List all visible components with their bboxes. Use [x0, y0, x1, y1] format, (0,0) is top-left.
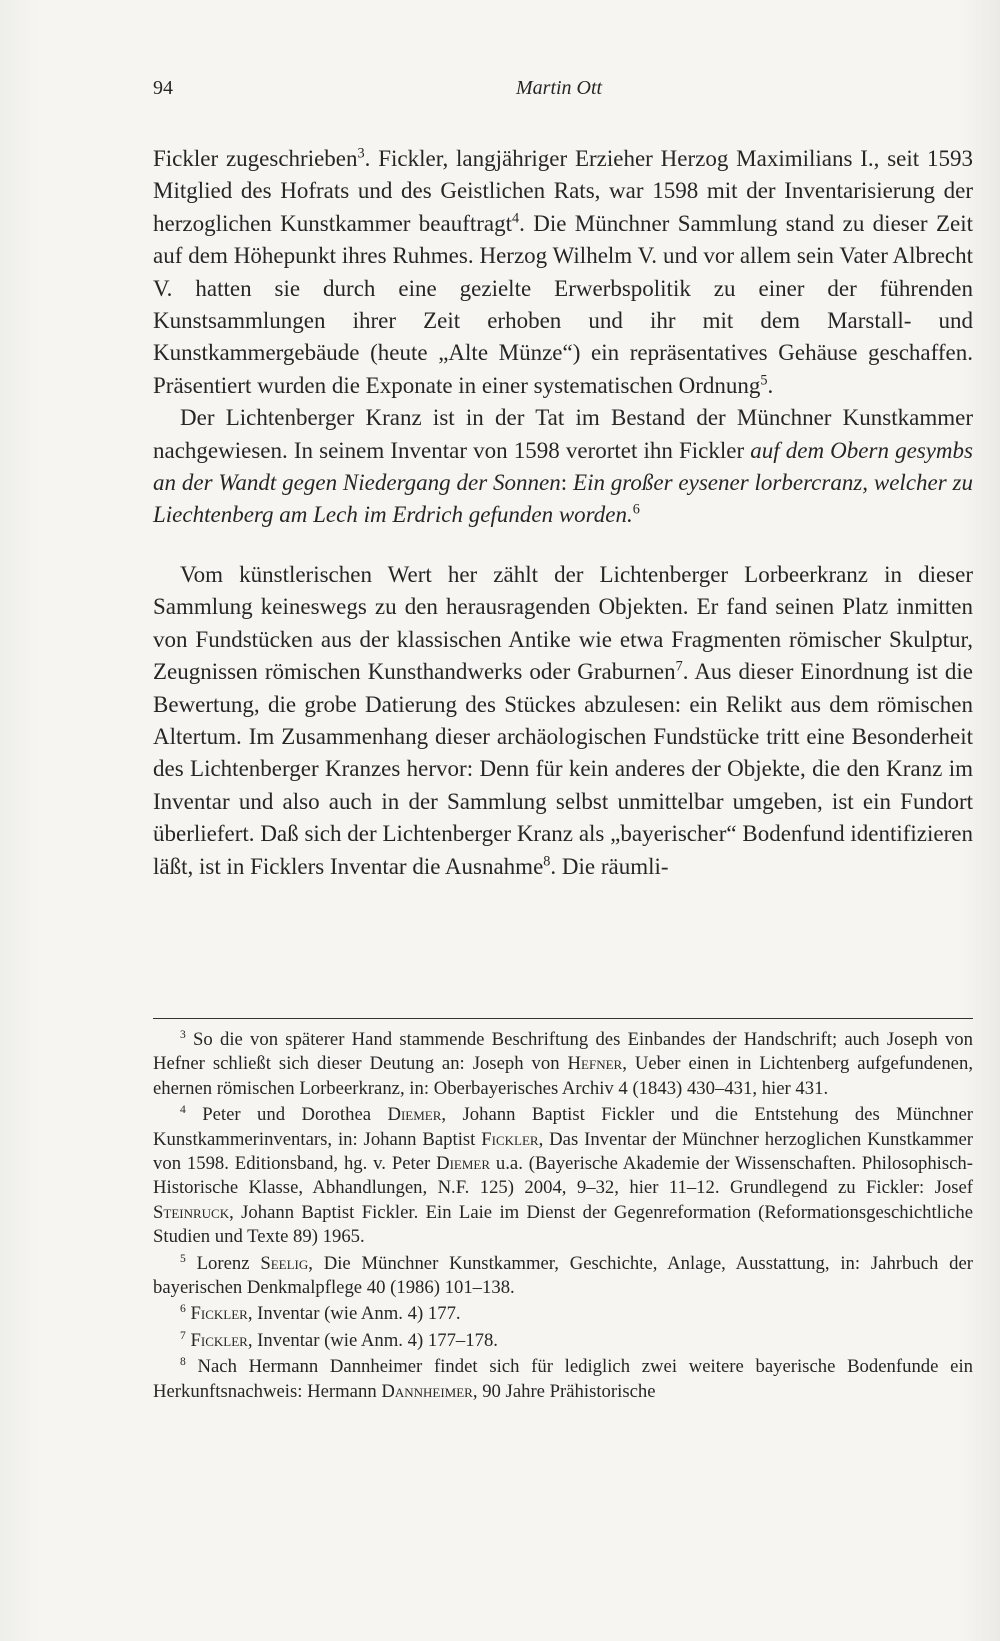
text-run: Peter und Dorothea	[185, 1104, 388, 1126]
footnotes	[153, 1028, 973, 1406]
author-name: Hefner	[567, 1053, 623, 1075]
author-name: Fickler	[190, 1303, 248, 1325]
paragraph-2	[153, 402, 973, 532]
text-run: Der Lichtenberger Kranz ist in der Tat im Bestand der Münchner Kunstkammer nachgewiesen. In seinem Inventar von 1598 verortet ihn Fickler	[153, 405, 973, 463]
footnote-ref: 6	[632, 501, 640, 518]
text-run: , Das Inventar der Münchner herzoglichen Kunstkammer von 1598. Editionsband, hg. v. Peter	[153, 1128, 973, 1175]
italic-quote: auf dem Obern gesymbs an der Wandt gegen Niedergang der Sonnen	[153, 437, 973, 496]
page-number: 94	[153, 77, 173, 99]
footnote-number: 6	[180, 1302, 186, 1316]
text-run: :	[560, 470, 574, 496]
main-text	[153, 143, 973, 883]
text-run: . Fickler, langjähriger Erzieher Herzog Maximilians I., seit 1593 Mitglied des Hofrats und des Geistlichen Rats, war 1598 mit der Inventarisierung der herzoglichen Kunstkammer beauftragt	[153, 146, 973, 236]
text-run: .	[767, 372, 774, 398]
page-header	[153, 77, 973, 107]
text-run: . Aus dieser Einordnung ist die Bewertung, die grobe Datierung des Stückes abzulesen: ein Relikt aus dem römischen Altertum. Im Zusammenhang dieser archäologischen Fundstücke tritt eine Besonderheit des Lichtenberger Kranzes hervor: Denn für kein anderes der Objekte, die den Kranz im Inventar und also auch in der Sammlung selbst unmittelbar umgeben, ist ein Fundort überliefert. Daß sich der Lichtenberger Kranz als „bayerischer“ Bodenfund identifizieren läßt, ist in Ficklers Inventar die Ausnahme	[153, 659, 973, 879]
footnote-ref: 5	[760, 372, 768, 389]
footnote-ref: 4	[512, 210, 520, 227]
text-run: , Inventar (wie Anm. 4) 177.	[247, 1303, 461, 1325]
footnote-number: 7	[180, 1328, 186, 1342]
footnote-number: 4	[180, 1102, 186, 1116]
text-run: Lorenz	[185, 1252, 261, 1274]
footnote-number: 5	[180, 1251, 186, 1265]
author-name: Fickler	[481, 1128, 539, 1150]
author-name: Steinruck	[153, 1201, 230, 1223]
text-run: , Die Münchner Kunstkammer, Geschichte, Anlage, Ausstattung, in: Jahrbuch der bayerischen Denkmalpflege 40 (1986) 101–138.	[153, 1252, 973, 1299]
footnote-ref: 7	[675, 658, 683, 675]
text-run: . Die räumli-	[550, 853, 669, 879]
text-run: , Johann Baptist Fickler. Ein Laie im Dienst der Gegenreformation (Reformationsgeschichtliche Studien und Texte 89) 1965.	[153, 1201, 973, 1248]
footnote-8	[153, 1355, 973, 1404]
text-run: Vom künstlerischen Wert her zählt der Lichtenberger Lorbeerkranz in dieser Sammlung keineswegs zu den herausragenden Objekten. Er fand seinen Platz inmitten von Fundstücken aus der klassischen Antike wie etwa Fragmenten römischer Skulptur, Zeugnissen römischen Kunsthandwerks oder Graburnen	[153, 561, 973, 685]
text-run: u.a. (Bayerische Akademie der Wissenschaften. Philosophisch-Historische Klasse, Abhandlungen, N.F. 125) 2004, 9–32, hier 11–12. Grundlegend zu Fickler: Josef	[153, 1153, 973, 1199]
footnote-ref: 3	[357, 145, 365, 162]
text-run: , 90 Jahre Prähistorische	[472, 1380, 656, 1402]
paragraph-3	[153, 559, 973, 883]
italic-quote: Ein großer eysener lorbercranz, welcher zu Liechtenberg am Lech im Erdrich gefunden worden.	[153, 470, 973, 528]
text-run: , Inventar (wie Anm. 4) 177–178.	[247, 1329, 498, 1351]
paragraph-1	[153, 143, 973, 402]
author-name: Diemer	[387, 1104, 442, 1126]
footnote-divider	[153, 1018, 973, 1019]
author-name: Dannheimer	[381, 1380, 473, 1402]
author-name: Seelig	[260, 1252, 309, 1274]
running-head: Martin Ott	[516, 77, 603, 99]
text-run: , Johann Baptist Fickler und die Entstehung des Münchner Kunstkammerinventars, in: Johann Baptist	[153, 1104, 973, 1150]
footnote-number: 8	[180, 1355, 186, 1369]
text-run: Nach Hermann Dannheimer findet sich für lediglich zwei weitere bayerische Bodenfunde ein Herkunftsnachweis: Hermann	[153, 1356, 973, 1402]
footnote-4	[153, 1103, 973, 1249]
footnote-5	[153, 1252, 973, 1301]
author-name: Fickler	[190, 1329, 248, 1351]
text-run: , Ueber einen in Lichtenberg aufgefundenen, ehernen römischen Lorbeerkranz, in: Oberbayerisches Archiv 4 (1843) 430–431, hier 431.	[153, 1053, 973, 1099]
footnote-6	[153, 1302, 973, 1326]
text-run: Fickler zugeschrieben	[153, 146, 358, 171]
text-run: . Die Münchner Sammlung stand zu dieser Zeit auf dem Höhepunkt ihres Ruhmes. Herzog Wilhelm V. und vor allem sein Vater Albrecht V. hatten sie durch eine gezielte Erwerbspolitik zu einer der führenden Kunstsammlungen ihrer Zeit erhoben und ihr mit dem Marstall- und Kunstkammergebäude (heute „Alte Münze“) ein repräsentatives Gehäuse geschaffen. Präsentiert wurden die Exponate in einer systematischen Ordnung	[153, 210, 973, 398]
author-name: Diemer	[436, 1153, 491, 1175]
footnote-ref: 8	[543, 852, 551, 869]
footnote-7	[153, 1329, 973, 1353]
text-run: So die von späterer Hand stammende Beschriftung des Einbandes der Handschrift; auch Joseph von Hefner schließt sich dieser Deutung an: Joseph von	[153, 1029, 973, 1075]
footnote-3	[153, 1028, 973, 1101]
footnote-number: 3	[180, 1027, 186, 1041]
